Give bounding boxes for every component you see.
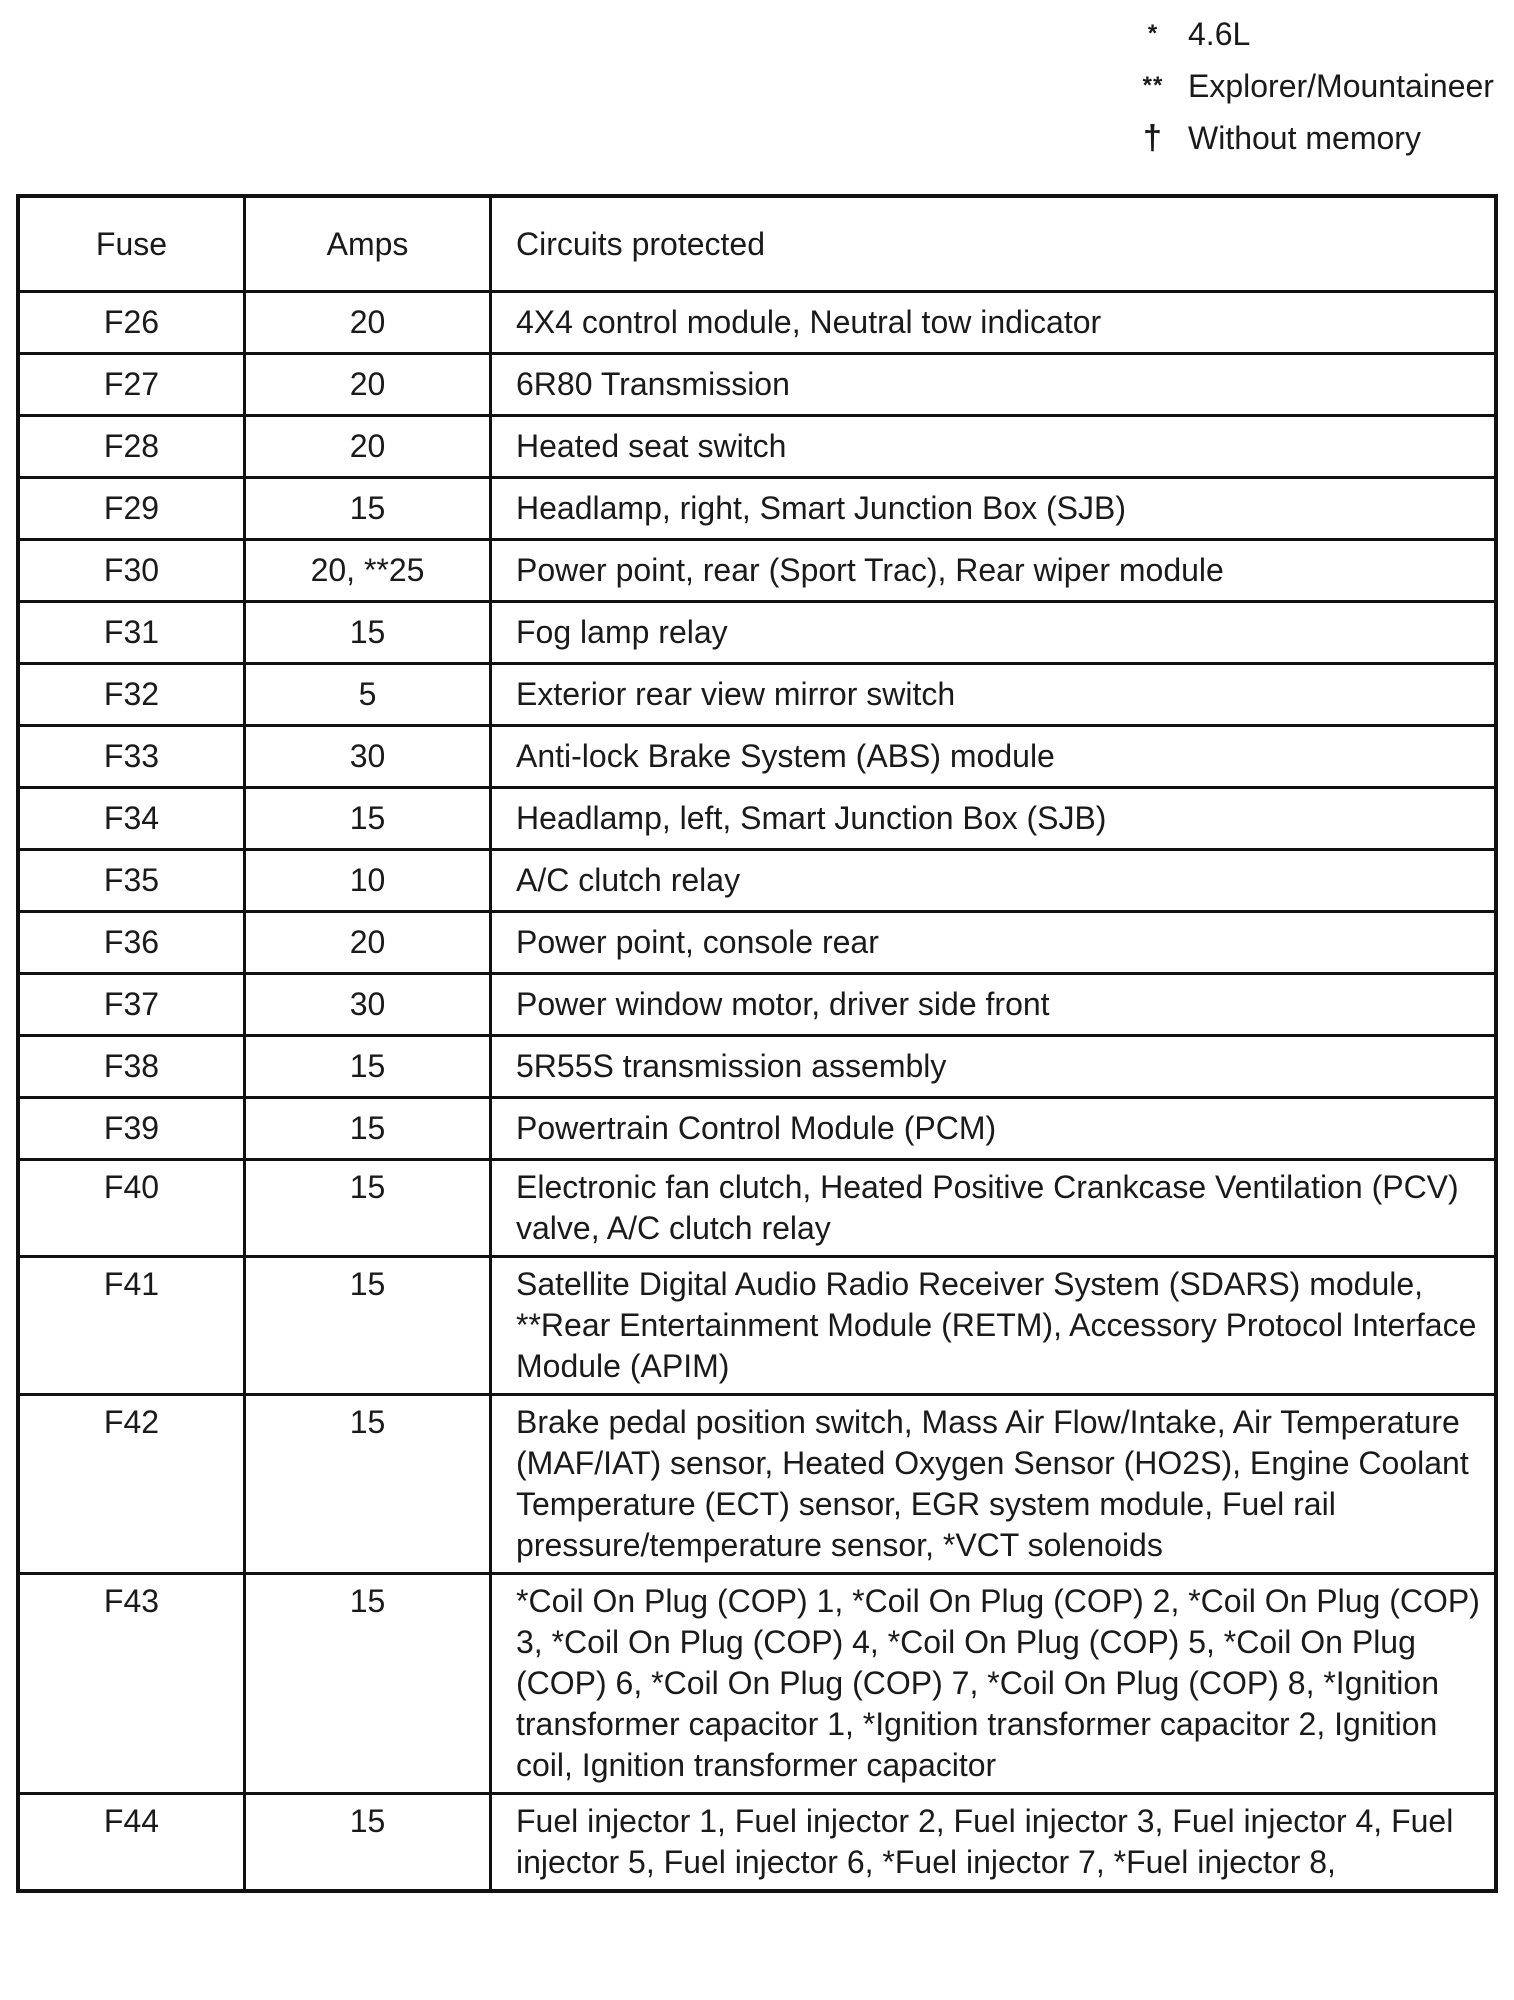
fuse-cell: F38 (18, 1036, 245, 1098)
circuits-cell: Power point, rear (Sport Trac), Rear wiper module (491, 540, 1497, 602)
fuse-cell: F33 (18, 726, 245, 788)
amps-cell: 15 (245, 1036, 491, 1098)
fuse-cell: F32 (18, 664, 245, 726)
fuse-column-header: Fuse (18, 196, 245, 292)
legend-symbol: * (1147, 20, 1159, 47)
table-row (18, 1574, 1496, 1794)
amps-cell: 15 (245, 1098, 491, 1160)
circuits-cell: Exterior rear view mirror switch (491, 664, 1497, 726)
amps-cell: 15 (245, 1395, 491, 1574)
table-row (18, 292, 1496, 354)
circuits-cell: *Coil On Plug (COP) 1, *Coil On Plug (COP) 2, *Coil On Plug (COP) 3, *Coil On Plug (COP) 4, *Coil On Plug (COP) 5, *Coil On Plug (COP) 6, *Coil On Plug (COP) 7, *Coil On Plug (COP) 8, *Ignition transformer capacitor 1, *Ignition transformer capacitor 2, Ignition coil, Ignition transformer capacitor (491, 1574, 1497, 1794)
table-row (18, 912, 1496, 974)
circuits-cell: Power window motor, driver side front (491, 974, 1497, 1036)
circuits-cell: A/C clutch relay (491, 850, 1497, 912)
table-row (18, 1794, 1496, 1892)
table-row (18, 726, 1496, 788)
table-row (18, 1257, 1496, 1395)
legend-row (1128, 8, 1508, 60)
fuse-cell: F26 (18, 292, 245, 354)
table-body (18, 292, 1496, 1892)
fuse-cell: F34 (18, 788, 245, 850)
table-row (18, 664, 1496, 726)
table-row (18, 974, 1496, 1036)
fuse-cell: F30 (18, 540, 245, 602)
table-row (18, 416, 1496, 478)
table-row (18, 354, 1496, 416)
fuse-cell: F28 (18, 416, 245, 478)
circuits-cell: 4X4 control module, Neutral tow indicator (491, 292, 1497, 354)
legend-label: 4.6L (1188, 15, 1251, 52)
fuse-cell: F43 (18, 1574, 245, 1794)
circuits-cell: 5R55S transmission assembly (491, 1036, 1497, 1098)
legend-label: Explorer/Mountaineer (1188, 67, 1494, 104)
legend (1128, 8, 1508, 164)
table-row (18, 1036, 1496, 1098)
fuse-cell: F31 (18, 602, 245, 664)
amps-cell: 20 (245, 912, 491, 974)
fuse-cell: F36 (18, 912, 245, 974)
circuits-cell: Heated seat switch (491, 416, 1497, 478)
circuits-cell: Electronic fan clutch, Heated Positive Crankcase Ventilation (PCV) valve, A/C clutch relay (491, 1160, 1497, 1257)
fuse-cell: F29 (18, 478, 245, 540)
circuits-cell: Fog lamp relay (491, 602, 1497, 664)
legend-symbol: † (1143, 118, 1163, 157)
amps-cell: 15 (245, 1257, 491, 1395)
amps-cell: 30 (245, 974, 491, 1036)
circuits-cell: Satellite Digital Audio Radio Receiver System (SDARS) module, **Rear Entertainment Module (RETM), Accessory Protocol Interface Module (APIM) (491, 1257, 1497, 1395)
table-row (18, 602, 1496, 664)
amps-cell: 15 (245, 788, 491, 850)
amps-column-header: Amps (245, 196, 491, 292)
amps-cell: 10 (245, 850, 491, 912)
fuse-cell: F44 (18, 1794, 245, 1892)
table-row (18, 478, 1496, 540)
circuits-cell: Brake pedal position switch, Mass Air Flow/Intake, Air Temperature (MAF/IAT) sensor, Heated Oxygen Sensor (HO2S), Engine Coolant Temperature (ECT) sensor, EGR system module, Fuel rail pressure/temperature sensor, *VCT solenoids (491, 1395, 1497, 1574)
legend-symbol: ** (1142, 72, 1164, 99)
table-row (18, 788, 1496, 850)
amps-cell: 5 (245, 664, 491, 726)
amps-cell: 15 (245, 1160, 491, 1257)
legend-row (1128, 60, 1508, 112)
fuse-cell: F27 (18, 354, 245, 416)
table-row (18, 540, 1496, 602)
circuits-cell: 6R80 Transmission (491, 354, 1497, 416)
fuse-table (16, 194, 1498, 1893)
fuse-cell: F37 (18, 974, 245, 1036)
table-row (18, 850, 1496, 912)
circuits-cell: Fuel injector 1, Fuel injector 2, Fuel injector 3, Fuel injector 4, Fuel injector 5, Fuel injector 6, *Fuel injector 7, *Fuel injector 8, (491, 1794, 1497, 1892)
table-row (18, 1098, 1496, 1160)
circuits-cell: Power point, console rear (491, 912, 1497, 974)
header-row (18, 196, 1496, 292)
circuits-column-header: Circuits protected (491, 196, 1497, 292)
amps-cell: 15 (245, 602, 491, 664)
circuits-cell: Powertrain Control Module (PCM) (491, 1098, 1497, 1160)
fuse-cell: F35 (18, 850, 245, 912)
fuse-cell: F39 (18, 1098, 245, 1160)
amps-cell: 20 (245, 416, 491, 478)
circuits-cell: Headlamp, left, Smart Junction Box (SJB) (491, 788, 1497, 850)
amps-cell: 15 (245, 1794, 491, 1892)
legend-label: Without memory (1188, 119, 1421, 156)
circuits-cell: Headlamp, right, Smart Junction Box (SJB) (491, 478, 1497, 540)
legend-row (1128, 112, 1508, 164)
fuse-cell: F42 (18, 1395, 245, 1574)
amps-cell: 20 (245, 292, 491, 354)
fuse-cell: F40 (18, 1160, 245, 1257)
amps-cell: 20, **25 (245, 540, 491, 602)
table-header (18, 196, 1496, 292)
circuits-cell: Anti-lock Brake System (ABS) module (491, 726, 1497, 788)
amps-cell: 30 (245, 726, 491, 788)
amps-cell: 15 (245, 478, 491, 540)
amps-cell: 20 (245, 354, 491, 416)
table-row (18, 1395, 1496, 1574)
table-row (18, 1160, 1496, 1257)
amps-cell: 15 (245, 1574, 491, 1794)
fuse-cell: F41 (18, 1257, 245, 1395)
